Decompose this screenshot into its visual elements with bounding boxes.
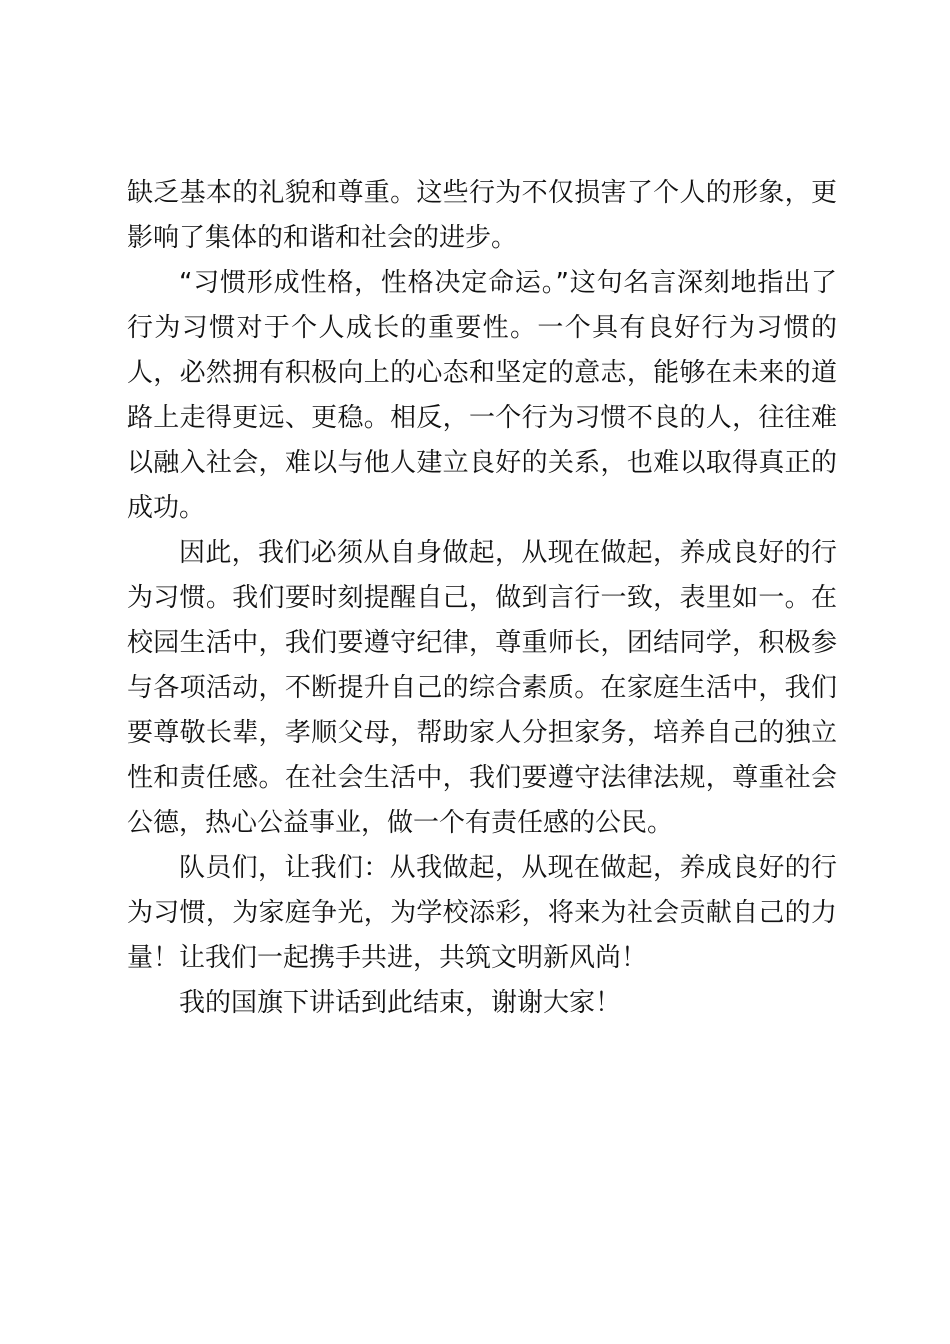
- paragraph-continued: 缺乏基本的礼貌和尊重。这些行为不仅损害了个人的形象，更影响了集体的和谐和社会的进步。: [127, 178, 837, 253]
- paragraph-habit-quote: “习惯形成性格，性格决定命运。”这句名言深刻地指出了行为习惯对于个人成长的重要性。一个具有良好行为习惯的人，必然拥有积极向上的心态和坚定的意志，能够在未来的道路上走得更远、更稳。相反，一个行为习惯不良的人，往往难以融入社会，难以与他人建立良好的关系，也难以取得真正的成功。: [127, 268, 837, 523]
- paragraph-closing: 我的国旗下讲话到此结束，谢谢大家！: [179, 988, 622, 1018]
- paragraph-therefore: 因此，我们必须从自身做起，从现在做起，养成良好的行为习惯。我们要时刻提醒自己，做到言行一致，表里如一。在校园生活中，我们要遵守纪律，尊重师长，团结同学，积极参与各项活动，不断提升自己的综合素质。在家庭生活中，我们要尊敬长辈，孝顺父母，帮助家人分担家务，培养自己的独立性和责任感。在社会生活中，我们要遵守法律法规，尊重社会公德，热心公益事业，做一个有责任感的公民。: [127, 538, 837, 838]
- paragraph-call-to-action: 队员们，让我们：从我做起，从现在做起，养成良好的行为习惯，为家庭争光，为学校添彩，将来为社会贡献自己的力量！让我们一起携手共进，共筑文明新风尚！: [127, 853, 837, 973]
- document-body: [127, 171, 837, 1026]
